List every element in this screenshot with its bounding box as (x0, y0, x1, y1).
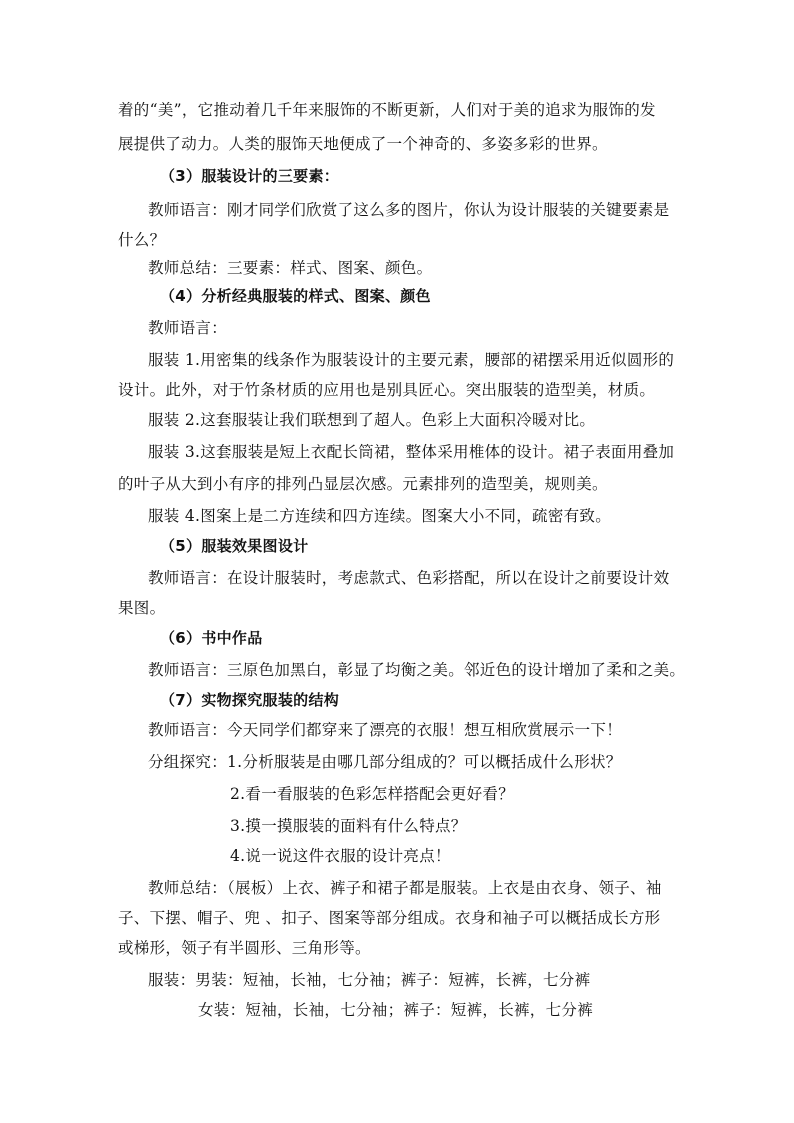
paragraph-line: 设计。此外，对于竹条材质的应用也是别具匠心。突出服装的造型美，材质。 (118, 381, 656, 399)
paragraph-line: 的叶子从大到小有序的排列凸显层次感。元素排列的造型美，规则美。 (118, 475, 608, 493)
section-heading: （3）服装设计的三要素： (160, 167, 340, 185)
section-heading: （5）服装效果图设计 (160, 537, 309, 555)
paragraph-line: 服装 4.图案上是二方连续和四方连续。图案大小不同，疏密有致。 (148, 507, 612, 525)
paragraph-line: 服装：男装：短袖，长袖，七分袖；裤子：短裤，长裤，七分裤 (148, 971, 591, 989)
paragraph-line: 展提供了动力。人类的服饰天地便成了一个神奇的、多姿多彩的世界。 (118, 135, 608, 153)
paragraph-line: 什么？ (118, 231, 166, 249)
paragraph-line: 女装：短袖，长袖，七分袖；裤子：短裤，长裤，七分裤 (198, 1001, 594, 1019)
list-item: 2.看一看服装的色彩怎样搭配会更好看？ (230, 785, 514, 803)
paragraph-line: 服装 2.这套服装让我们联想到了超人。色彩上大面积冷暖对比。 (148, 411, 596, 429)
paragraph-line: 或梯形，领子有半圆形、三角形等。 (118, 939, 371, 957)
paragraph-line: 服装 1.用密集的线条作为服装设计的主要元素，腰部的裙摆采用近似圆形的 (148, 351, 675, 369)
section-heading: （7）实物探究服装的结构 (160, 691, 340, 709)
paragraph-line: 子、下摆、帽子、兜 、扣子、图案等部分组成。衣身和袖子可以概括成长方形 (118, 909, 661, 927)
paragraph-line: 教师语言：今天同学们都穿来了漂亮的衣服！想互相欣赏展示一下！ (148, 721, 623, 739)
section-heading: （4）分析经典服装的样式、图案、颜色 (160, 287, 431, 305)
paragraph-line: 教师总结：（展板）上衣、裤子和裙子都是服装。上衣是由衣身、领子、袖 (148, 879, 662, 897)
paragraph-line: 果图。 (118, 599, 166, 617)
paragraph-line: 分组探究：1.分析服装是由哪几部分组成的？可以概括成什么形状？ (148, 753, 622, 771)
paragraph-line: 服装 3.这套服装是短上衣配长筒裙，整体采用椎体的设计。裙子表面用叠加 (148, 443, 675, 461)
paragraph-line: 教师总结：三要素：样式、图案、颜色。 (148, 259, 433, 277)
paragraph-line: 着的“美”，它推动着几千年来服饰的不断更新，人们对于美的追求为服饰的发 (118, 101, 656, 119)
paragraph-line: 教师语言：三原色加黑白，彰显了均衡之美。邻近色的设计增加了柔和之美。 (148, 661, 686, 679)
paragraph-line: 教师语言：刚才同学们欣赏了这么多的图片，你认为设计服装的关键要素是 (148, 201, 670, 219)
list-item: 3.摸一摸服装的面料有什么特点？ (230, 817, 467, 835)
paragraph-line: 教师语言：在设计服装时，考虑款式、色彩搭配，所以在设计之前要设计效 (148, 569, 670, 587)
paragraph-line: 教师语言： (148, 319, 228, 337)
section-heading: （6）书中作品 (160, 629, 263, 647)
list-item: 4.说一说这件衣服的设计亮点！ (230, 847, 451, 865)
